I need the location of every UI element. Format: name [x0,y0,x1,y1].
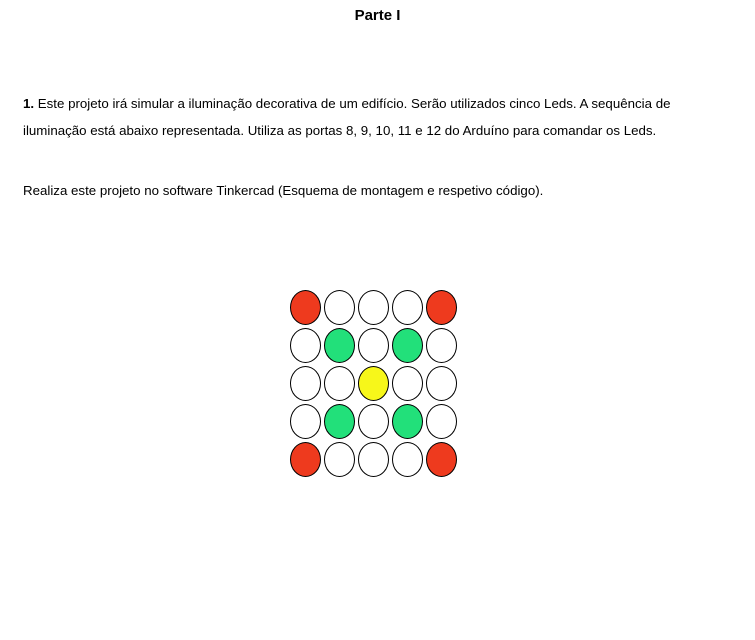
led-off-r4-c1 [290,404,321,439]
led-off-r4-c5 [426,404,457,439]
led-off-r2-c1 [290,328,321,363]
led-off-r2-c5 [426,328,457,363]
led-off-r4-c3 [358,404,389,439]
led-green-r2-c4 [392,328,423,363]
section-title: Parte I [354,7,401,24]
led-red-r1-c1 [290,290,321,325]
led-green-r4-c2 [324,404,355,439]
led-yellow-r3-c3 [358,366,389,401]
led-off-r5-c2 [324,442,355,477]
led-red-r5-c5 [426,442,457,477]
exercise-number: 1. [23,96,35,111]
led-off-r1-c4 [392,290,423,325]
led-off-r3-c5 [426,366,457,401]
led-off-r1-c3 [358,290,389,325]
led-green-r4-c4 [392,404,423,439]
led-sequence-diagram [290,290,460,480]
led-off-r3-c1 [290,366,321,401]
led-red-r1-c5 [426,290,457,325]
exercise-text: Este projeto irá simular a iluminação decorativa de um edifício. Serão utilizados cinco Leds. A sequência de iluminação está abaixo representada. Utiliza as portas 8, 9, 10, 11 e 12 do Arduíno para comandar os Leds. [23,96,671,138]
led-off-r3-c2 [324,366,355,401]
led-off-r2-c3 [358,328,389,363]
led-off-r1-c2 [324,290,355,325]
led-green-r2-c2 [324,328,355,363]
led-off-r5-c4 [392,442,423,477]
exercise-paragraph [23,90,735,144]
led-red-r5-c1 [290,442,321,477]
exercise-instruction: Realiza este projeto no software Tinkercad (Esquema de montagem e respetivo código). [23,183,544,198]
led-off-r3-c4 [392,366,423,401]
led-off-r5-c3 [358,442,389,477]
